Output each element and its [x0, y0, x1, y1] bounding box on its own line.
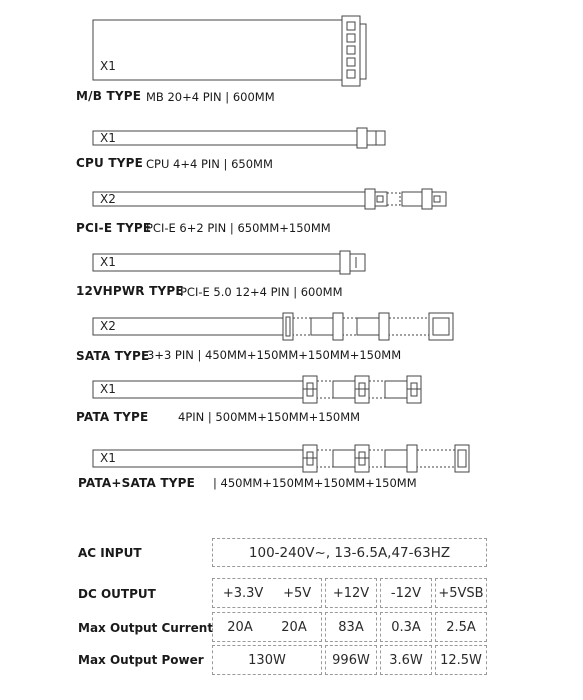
pata-qty: X1	[100, 382, 116, 396]
pcie-type-label: PCI-E TYPE	[76, 221, 152, 235]
pata-type-label: PATA TYPE	[76, 410, 149, 424]
sata-type-label: SATA TYPE	[76, 349, 150, 363]
rail-12v: +12V	[325, 578, 377, 608]
current-5vsb: 2.5A	[435, 612, 487, 642]
current-5v: 20A	[281, 619, 307, 635]
mb-qty: X1	[100, 59, 116, 73]
pata-cable-drawing	[93, 376, 421, 403]
current-3v3: 20A	[227, 619, 253, 635]
cpu-type-desc: CPU 4+4 PIN | 650MM	[146, 157, 273, 171]
pata-type-desc: 4PIN | 500MM+150MM+150MM	[178, 410, 361, 424]
12vhpwr-cable-drawing	[93, 251, 365, 274]
rail-3v3: +3.3V	[222, 585, 264, 601]
pcie-type-desc: PCI-E 6+2 PIN | 650MM+150MM	[146, 221, 331, 235]
12vhpwr-type-label: 12VHPWR TYPE	[76, 284, 184, 298]
ac-input-value: 100-240V~, 13-6.5A,47-63HZ	[212, 538, 487, 567]
ac-input-label: AC INPUT	[78, 546, 142, 560]
sata-type-desc: 3+3 PIN | 450MM+150MM+150MM+150MM	[147, 348, 402, 362]
pata-sata-type-label: PATA+SATA TYPE	[78, 476, 196, 490]
power-low-voltage: 130W	[212, 645, 322, 675]
rail-minus-12v: -12V	[380, 578, 432, 608]
power-12v: 996W	[325, 645, 377, 675]
pcie-cable-drawing	[93, 189, 446, 209]
12vhpwr-type-desc: PCI-E 5.0 12+4 PIN | 600MM	[180, 285, 343, 299]
cpu-type-label: CPU TYPE	[76, 156, 143, 170]
pcie-qty: X2	[100, 192, 116, 206]
pata-sata-qty: X1	[100, 451, 116, 465]
power-5vsb: 12.5W	[435, 645, 487, 675]
cpu-cable-drawing	[93, 128, 385, 148]
pata-sata-type-desc: | 450MM+150MM+150MM+150MM	[213, 476, 417, 490]
cpu-qty: X1	[100, 131, 116, 145]
power-minus-12v: 3.6W	[380, 645, 432, 675]
max-power-label: Max Output Power	[78, 653, 204, 667]
12vhpwr-qty: X1	[100, 255, 116, 269]
dc-output-label: DC OUTPUT	[78, 587, 156, 601]
low-voltage-rails-cell	[212, 578, 322, 608]
mb-cable-drawing	[93, 16, 366, 86]
pata-sata-cable-drawing	[93, 445, 469, 472]
sata-cable-drawing	[93, 313, 453, 340]
rail-5v: +5V	[283, 585, 312, 601]
rail-5vsb: +5VSB	[435, 578, 487, 608]
current-12v: 83A	[325, 612, 377, 642]
max-current-label: Max Output Current	[78, 621, 214, 635]
low-voltage-current-cell	[212, 612, 322, 642]
mb-type-label: M/B TYPE	[76, 89, 142, 103]
sata-qty: X2	[100, 319, 116, 333]
mb-type-desc: MB 20+4 PIN | 600MM	[146, 90, 275, 104]
current-minus-12v: 0.3A	[380, 612, 432, 642]
